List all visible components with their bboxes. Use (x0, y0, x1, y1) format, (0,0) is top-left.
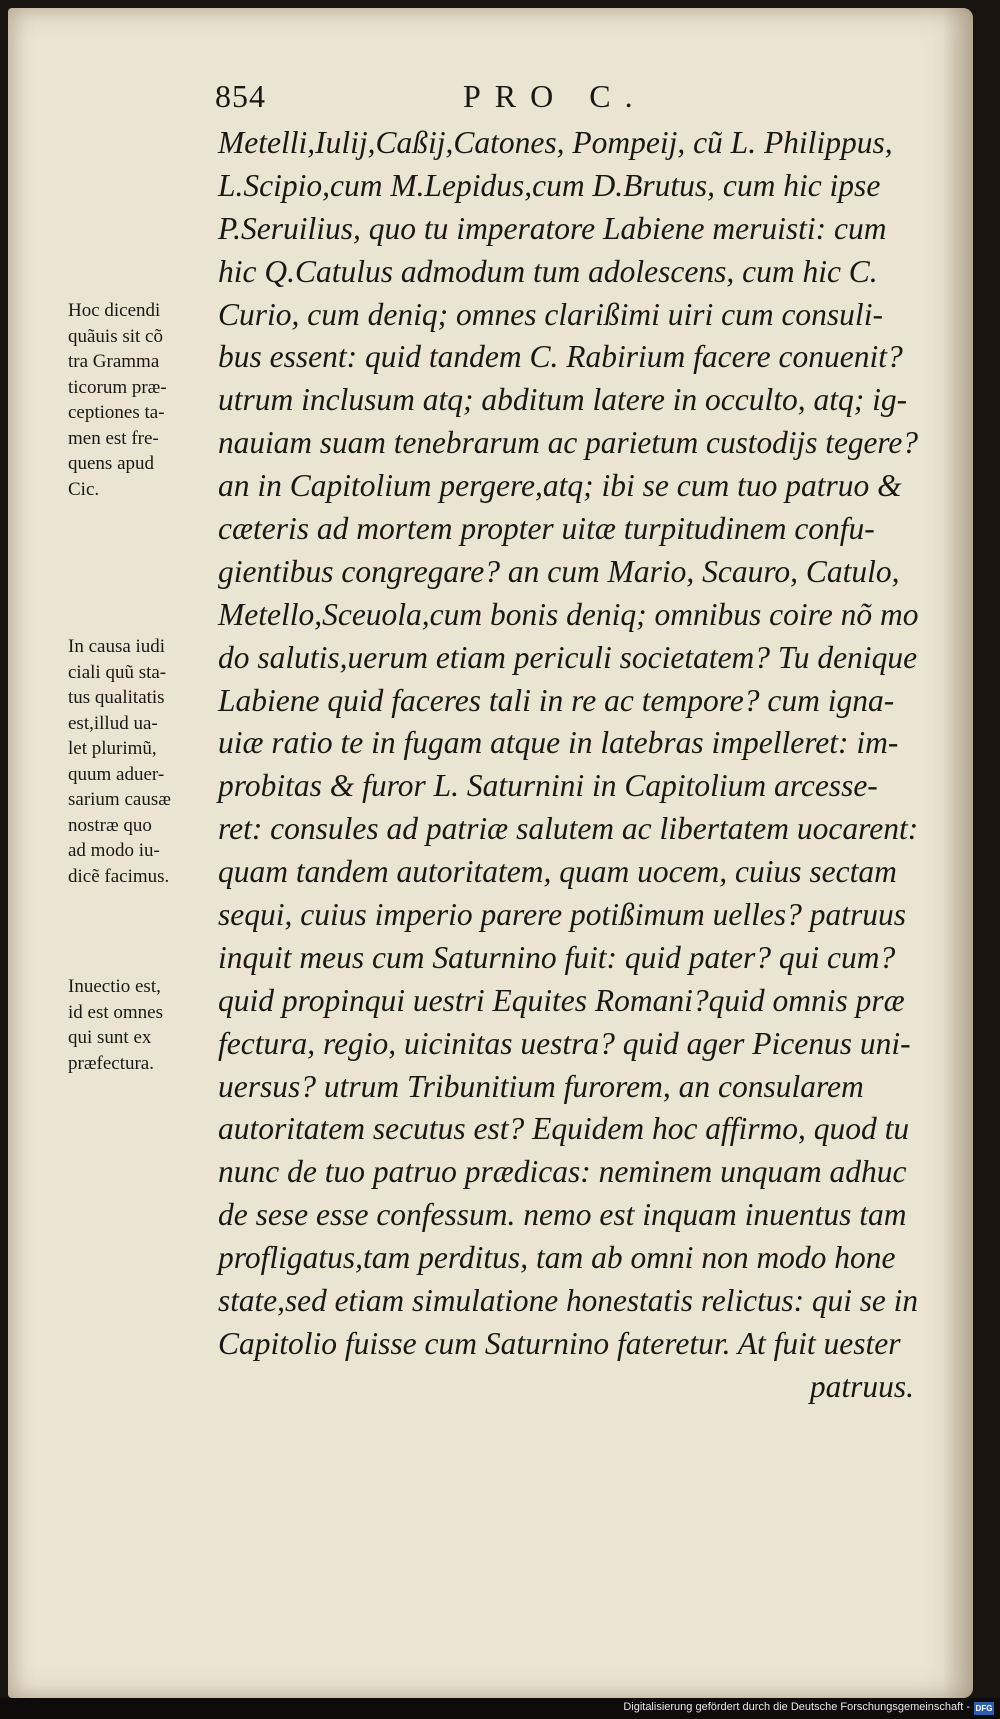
note-line: sarium causæ (68, 789, 171, 810)
note-line: quum aduer- (68, 763, 165, 785)
text-line: sequi, cuius imperio parere potißimum uelles? patruus (218, 897, 906, 933)
note-line: nostræ quo (68, 814, 152, 836)
text-line: inquit meus cum Saturnino fuit: quid pater? qui cum? (218, 939, 896, 975)
note-line: tra Gramma (68, 351, 160, 372)
text-line: P.Seruilius, quo tu imperatore Labiene meruisti: cum (218, 210, 887, 246)
running-head (215, 78, 915, 118)
marginal-note-1 (68, 298, 218, 502)
text-line: fectura, regio, uicinitas uestra? quid ager Picenus uni- (218, 1025, 911, 1061)
text-line: uersus? utrum Tribunitium furorem, an consularem (218, 1068, 864, 1104)
text-line: de sese esse confessum. nemo est inquam inuentus tam (218, 1197, 907, 1233)
note-line: quãuis sit cõ (68, 325, 163, 347)
note-line: est,illud ua- (68, 712, 158, 734)
text-line: Labiene quid faceres tali in re ac tempore? cum igna- (218, 682, 895, 718)
text-line: patruus. (809, 1368, 914, 1404)
text-line: Metello,Sceuola,cum bonis deniq; omnibus coire nõ mo (218, 596, 919, 632)
text-line: bus essent: quid tandem C. Rabirium facere conuenit? (218, 339, 903, 375)
text-line: L.Scipio,cum M.Lepidus,cum D.Brutus, cum hic ipse (218, 167, 881, 203)
note-line: ciali quũ sta- (68, 661, 167, 683)
note-line: ceptiones ta- (68, 402, 165, 423)
text-line: state,sed etiam simulatione honestatis relictus: qui se in (218, 1283, 919, 1319)
text-line: nunc de tuo patruo prædicas: neminem unquam adhuc (218, 1154, 907, 1190)
marginal-note-2 (68, 634, 218, 889)
note-line: qui sunt ex (68, 1027, 152, 1048)
note-line: In causa iudi (68, 636, 166, 657)
text-line: nauiam suam tenebrarum ac parietum custodijs tegere? (218, 425, 918, 461)
note-line: ticorum præ- (68, 376, 167, 398)
note-line: dicẽ facimus. (68, 865, 170, 887)
note-line: id est omnes (68, 1001, 163, 1023)
text-line: quam tandem autoritatem, quam uocem, cuius sectam (218, 854, 897, 890)
note-line: Inuectio est, (68, 976, 161, 997)
note-line: ad modo iu- (68, 840, 160, 861)
running-title: PRO C. (463, 78, 647, 114)
main-text-block (218, 122, 918, 1409)
text-line: cæteris ad mortem propter uitæ turpitudinem confu- (218, 511, 875, 547)
text-line: hic Q.Catulus admodum tum adolescens, cum hic C. (218, 253, 878, 289)
footer-bar (0, 1698, 1000, 1719)
text-line: ret: consules ad patriæ salutem ac libertatem uocarent: (218, 811, 919, 847)
text-line: uiæ ratio te in fugam atque in latebras impelleret: im- (218, 725, 899, 761)
dfg-logo: DFG (975, 1704, 993, 1713)
text-line: do salutis,uerum etiam periculi societatem? Tu denique (218, 639, 918, 675)
text-line: profligatus,tam perditus, tam ab omni non modo hone (218, 1240, 896, 1276)
text-line: Curio, cum deniq; omnes clarißimi uiri cum consuli- (218, 296, 883, 332)
text-line: probitas & furor L. Saturnini in Capitolium arcesse- (218, 768, 878, 804)
note-line: præfectura. (68, 1052, 154, 1074)
text-line: Capitolio fuisse cum Saturnino fateretur. At fuit uester (218, 1325, 901, 1361)
text-line: gientibus congregare? an cum Mario, Scauro, Catulo, (218, 553, 900, 589)
text-line: autoritatem secutus est? Equidem hoc affirmo, quod tu (218, 1111, 910, 1147)
text-line: an in Capitolium pergere,atq; ibi se cum tuo patruo & (218, 468, 902, 504)
text-line: utrum inclusum atq; abditum latere in occulto, atq; ig- (218, 382, 908, 418)
page-edge-shadow (943, 8, 973, 1698)
text-line: Metelli,Iulij,Caßij,Catones, Pompeij, cũ L. Philippus, (218, 125, 893, 160)
note-line: tus qualitatis (68, 687, 165, 708)
note-line: quens apud (68, 453, 155, 474)
page-number: 854 (215, 78, 266, 114)
text-line: quid propinqui uestri Equites Romani?quid omnis præ (218, 982, 905, 1018)
funding-credit: Digitalisierung gefördert durch die Deutsche Forschungsgemeinschaft - (623, 1701, 970, 1713)
note-line: let plurimũ, (68, 738, 157, 759)
note-line: Hoc dicendi (68, 300, 161, 321)
note-line: men est fre- (68, 427, 159, 449)
note-line: Cic. (68, 478, 100, 500)
marginal-note-3 (68, 974, 218, 1076)
